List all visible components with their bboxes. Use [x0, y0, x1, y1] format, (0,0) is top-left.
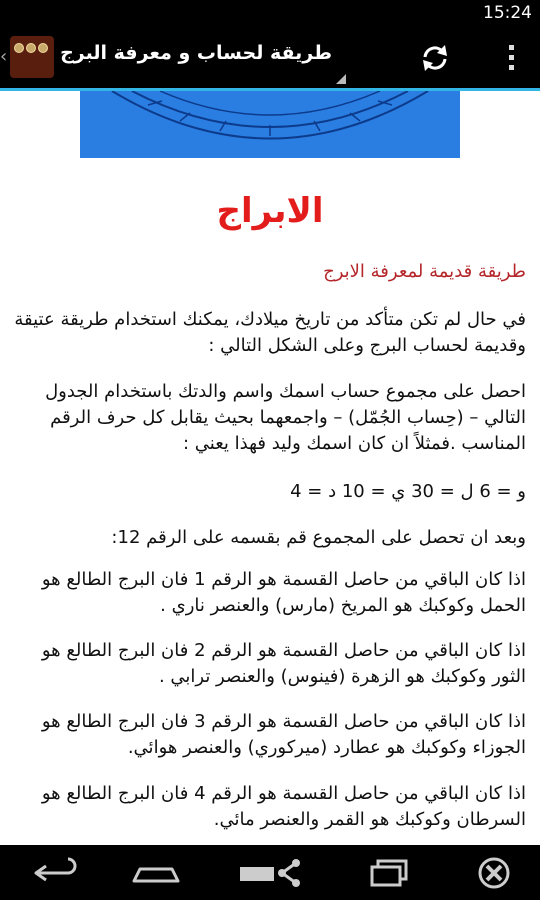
title-spinner[interactable]: [60, 38, 346, 84]
overflow-menu-icon: [496, 40, 526, 76]
status-time: 15:24: [483, 3, 532, 23]
close-icon: [466, 857, 522, 889]
refresh-icon: [412, 40, 458, 76]
paragraph: اذا كان الباقي من حاصل القسمة هو الرقم 2 فان البرج الطالع هو الثور وكوكبك هو الزهرة (فينوس) والعنصر ترابي .: [41, 640, 526, 687]
article-heading: الابراج: [216, 191, 324, 231]
paragraph: اذا كان الباقي من حاصل القسمة هو الرقم 4 فان البرج الطالع هو السرطان وكوكبك هو القمر والعنصر مائي.: [41, 783, 526, 830]
paragraph: في حال لم تكن متأكد من تاريخ ميلادك، يمكنك استخدام طريقة عتيقة وقديمة لحساب البرج وعلى الشكل التالي :: [14, 309, 526, 356]
action-bar: [0, 26, 540, 91]
paragraph: احصل على مجموع حساب اسمك واسم والدتك باستخدام الجدول التالي – (حِساب الجُمّل) – واجمعهما بحيث يقابل كل حرف الرقم المناسب .فمثلاً ان كان اسمك وليد فهذا يعني :: [45, 381, 526, 454]
nav-back-button[interactable]: [28, 857, 84, 889]
app-icon-button[interactable]: [0, 36, 58, 78]
overflow-menu-button[interactable]: [496, 40, 526, 76]
nav-recents-button[interactable]: [364, 857, 420, 889]
recents-icon: [364, 857, 420, 889]
up-chevron-icon: ‹: [0, 46, 8, 67]
paragraph: وبعد ان تحصل على المجموع قم بقسمه على الرقم 12:: [111, 527, 526, 548]
paragraph: اذا كان الباقي من حاصل القسمة هو الرقم 1 فان البرج الطالع هو الحمل وكوكبك هو المريخ (مارس) والعنصر ناري .: [41, 569, 526, 616]
article-subtitle: طريقة قديمة لمعرفة الابرج: [323, 261, 526, 282]
share-icon: [238, 857, 304, 889]
nav-share-button[interactable]: [238, 857, 294, 889]
status-bar: [0, 0, 540, 26]
app-logo: [10, 36, 54, 78]
nav-home-button[interactable]: [128, 857, 184, 889]
back-icon: [28, 857, 84, 889]
article-content[interactable]: [0, 91, 540, 845]
logo-decoration: [13, 39, 51, 53]
nav-close-button[interactable]: [466, 857, 522, 889]
paragraph: اذا كان الباقي من حاصل القسمة هو الرقم 3 فان البرج الطالع هو الجوزاء وكوكبك هو عطارد (ميركوري) والعنصر هوائي.: [41, 711, 526, 758]
zodiac-wheel-image: [80, 91, 460, 158]
home-icon: [128, 857, 184, 889]
refresh-button[interactable]: [412, 40, 458, 76]
action-bar-title: طريقة لحساب و معرفة البرج: [60, 42, 332, 64]
spinner-indicator-icon: [336, 74, 346, 84]
paragraph: و = 6 ل = 30 ي = 10 د = 4: [290, 481, 526, 502]
navigation-bar: [0, 845, 540, 900]
